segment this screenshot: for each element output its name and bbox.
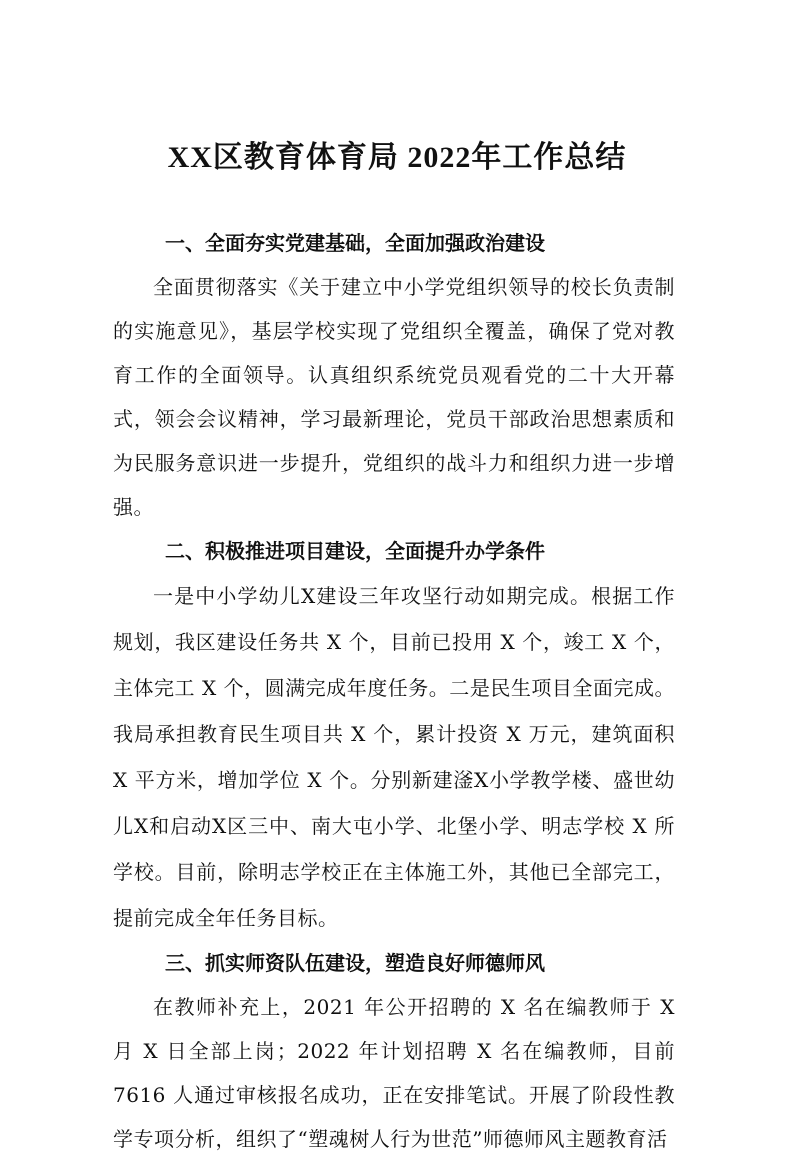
section-paragraph: 在教师补充上，2021 年公开招聘的 X 名在编教师于 X 月 X 日全部上岗；2022 年计划招聘 X 名在编教师，目前 7616 人通过审核报名成功，正在安排笔试。开展了阶段性教学专项分析，组织了“塑魂树人行为世范”师德师风主题教育活 [113,995,675,1151]
section-teacher-team [113,941,675,1161]
section-heading: 三、抓实师资队伍建设，塑造良好师德师风 [165,951,545,975]
section-heading: 一、全面夯实党建基础，全面加强政治建设 [165,231,545,255]
section-paragraph: 全面贯彻落实《关于建立中小学党组织领导的校长负责制的实施意见》，基层学校实现了党组织全覆盖，确保了党对教育工作的全面领导。认真组织系统党员观看党的二十大开幕式，领会会议精神，学习最新理论，党员干部政治思想素质和为民服务意识进一步提升，党组织的战斗力和组织力进一步增强。 [113,275,675,519]
section-project-construction [113,529,675,941]
document-body [113,221,675,1161]
document-title: XX区教育体育局 2022年工作总结 [167,141,627,174]
section-party-building [113,221,675,529]
section-paragraph: 一是中小学幼儿X建设三年攻坚行动如期完成。根据工作规划，我区建设任务共 X 个，目前已投用 X 个，竣工 X 个，主体完工 X 个，圆满完成年度任务。二是民生项目全面完成。我局承担教育民生项目共 X 个，累计投资 X 万元，建筑面积 X 平方米，增加学位 X 个。分别新建滏X小学教学楼、盛世幼儿X和启动X区三中、南大屯小学、北堡小学、明志学校 X 所学校。目前，除明志学校正在主体施工外，其他已全部完工，提前完成全年任务目标。 [113,584,675,930]
section-heading: 二、积极推进项目建设，全面提升办学条件 [165,539,545,563]
